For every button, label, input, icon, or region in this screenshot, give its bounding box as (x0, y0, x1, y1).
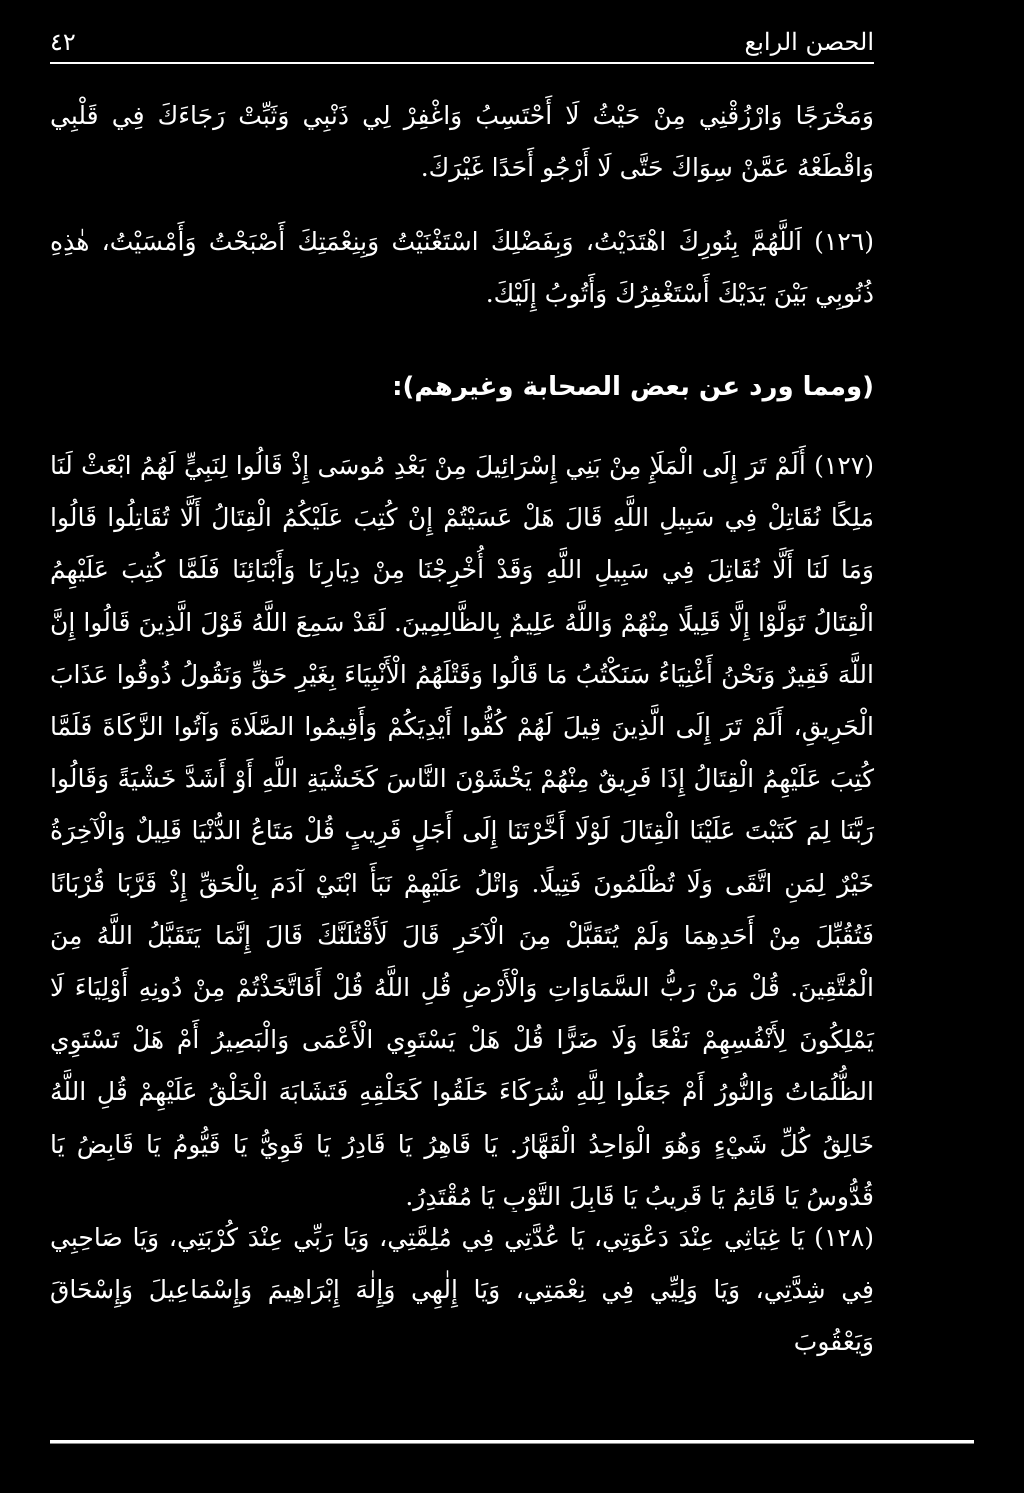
page-header (50, 22, 874, 62)
page-number: ٤٢ (50, 28, 76, 56)
paragraph-126 (50, 216, 874, 320)
verse-text: يَا غِيَاثِي عِنْدَ دَعْوَتِي، يَا عُدَّتِي فِي مُلِمَّتِي، وَيَا رَبِّي عِنْدَ كُرْبَتِي، وَيَا صَاحِبِي فِي شِدَّتِي، وَيَا وَلِيِّي فِي نِعْمَتِي، وَيَا إِلٰهِي وَإِلٰهَ إِبْرَاهِيمَ وَإِسْمَاعِيلَ وَإِسْحَاقَ وَيَعْقُوبَ (50, 1223, 874, 1356)
verse-text: أَلَمْ تَرَ إِلَى الْمَلَإِ مِنْ بَنِي إِسْرَائِيلَ مِنْ بَعْدِ مُوسَى إِذْ قَالُوا لِنَبِيٍّ لَهُمُ ابْعَثْ لَنَا مَلِكًا نُقَاتِلْ فِي سَبِيلِ اللَّهِ قَالَ هَلْ عَسَيْتُمْ إِنْ كُتِبَ عَلَيْكُمُ الْقِتَالُ أَلَّا تُقَاتِلُوا قَالُوا وَمَا لَنَا أَلَّا نُقَاتِلَ فِي سَبِيلِ اللَّهِ وَقَدْ أُخْرِجْنَا مِنْ دِيَارِنَا وَأَبْنَائِنَا فَلَمَّا كُتِبَ عَلَيْهِمُ الْقِتَالُ تَوَلَّوْا إِلَّا قَلِيلًا مِنْهُمْ وَاللَّهُ عَلِيمٌ بِالظَّالِمِينَ. لَقَدْ سَمِعَ اللَّهُ قَوْلَ الَّذِينَ قَالُوا إِنَّ اللَّهَ فَقِيرٌ وَنَحْنُ أَغْنِيَاءُ سَنَكْتُبُ مَا قَالُوا وَقَتْلَهُمُ الْأَنْبِيَاءَ بِغَيْرِ حَقٍّ وَنَقُولُ ذُوقُوا عَذَابَ الْحَرِيقِ، أَلَمْ تَرَ إِلَى الَّذِينَ قِيلَ لَهُمْ كُفُّوا أَيْدِيَكُمْ وَأَقِيمُوا الصَّلَاةَ وَآتُوا الزَّكَاةَ فَلَمَّا كُتِبَ عَلَيْهِمُ الْقِتَالُ إِذَا فَرِيقٌ مِنْهُمْ يَخْشَوْنَ النَّاسَ كَخَشْيَةِ اللَّهِ أَوْ أَشَدَّ خَشْيَةً وَقَالُوا رَبَّنَا لِمَ كَتَبْتَ عَلَيْنَا الْقِتَالَ لَوْلَا أَخَّرْتَنَا إِلَى أَجَلٍ قَرِيبٍ قُلْ مَتَاعُ الدُّنْيَا قَلِيلٌ وَالْآخِرَةُ خَيْرٌ لِمَنِ اتَّقَى وَلَا تُظْلَمُونَ فَتِيلًا. وَاتْلُ عَلَيْهِمْ نَبَأَ ابْنَيْ آدَمَ بِالْحَقِّ إِذْ قَرَّبَا قُرْبَانًا فَتُقُبِّلَ مِنْ أَحَدِهِمَا وَلَمْ يُتَقَبَّلْ مِنَ الْآخَرِ قَالَ لَأَقْتُلَنَّكَ قَالَ إِنَّمَا يَتَقَبَّلُ اللَّهُ مِنَ الْمُتَّقِينَ. قُلْ مَنْ رَبُّ السَّمَاوَاتِ وَالْأَرْضِ قُلِ اللَّهُ قُلْ أَفَاتَّخَذْتُمْ مِنْ دُونِهِ أَوْلِيَاءَ لَا يَمْلِكُونَ لِأَنْفُسِهِمْ نَفْعًا وَلَا ضَرًّا قُلْ هَلْ يَسْتَوِي الْأَعْمَى وَالْبَصِيرُ أَمْ هَلْ تَسْتَوِي الظُّلُمَاتُ وَالنُّورُ أَمْ جَعَلُوا لِلَّهِ شُرَكَاءَ خَلَقُوا كَخَلْقِهِ فَتَشَابَهَ الْخَلْقُ عَلَيْهِمْ قُلِ اللَّهُ خَالِقُ كُلِّ شَيْءٍ وَهُوَ الْوَاحِدُ الْقَهَّارُ. يَا قَاهِرُ يَا قَادِرُ يَا قَوِيُّ يَا قَيُّومُ يَا قَابِضُ يَا قُدُّوسُ يَا قَائِمُ يَا قَرِيبُ يَا قَابِلَ التَّوْبِ يَا مُقْتَدِرُ. (50, 451, 874, 1211)
verse-number: (١٢٦) (814, 227, 874, 256)
footer-divider-shadow (50, 1443, 974, 1444)
section-heading: (ومما ورد عن بعض الصحابة وغيرهم): (392, 372, 874, 402)
paragraph-127 (50, 440, 874, 1223)
verse-text: اَللَّهُمَّ بِنُورِكَ اهْتَدَيْتُ، وَبِفَضْلِكَ اسْتَغْنَيْتُ وَبِنِعْمَتِكَ أَصْبَحْتُ وَأَمْسَيْتُ، هٰذِهِ ذُنُوبِي بَيْنَ يَدَيْكَ أَسْتَغْفِرُكَ وَأَتُوبُ إِلَيْكَ. (50, 227, 874, 308)
paragraph-126-intro: وَمَخْرَجًا وَارْزُقْنِي مِنْ حَيْثُ لَا أَحْتَسِبُ وَاغْفِرْ لِي ذَنْبِي وَثَبِّتْ رَجَاءَكَ فِي قَلْبِي وَاقْطَعْهُ عَمَّنْ سِوَاكَ حَتَّى لَا أَرْجُو أَحَدًا غَيْرَكَ. (50, 101, 874, 182)
verse-number: (١٢٨) (814, 1223, 874, 1252)
verse-number: (١٢٧) (814, 451, 874, 480)
header-divider (50, 62, 874, 64)
chapter-title: الحصن الرابع (744, 28, 874, 56)
paragraph-128 (50, 1212, 874, 1412)
